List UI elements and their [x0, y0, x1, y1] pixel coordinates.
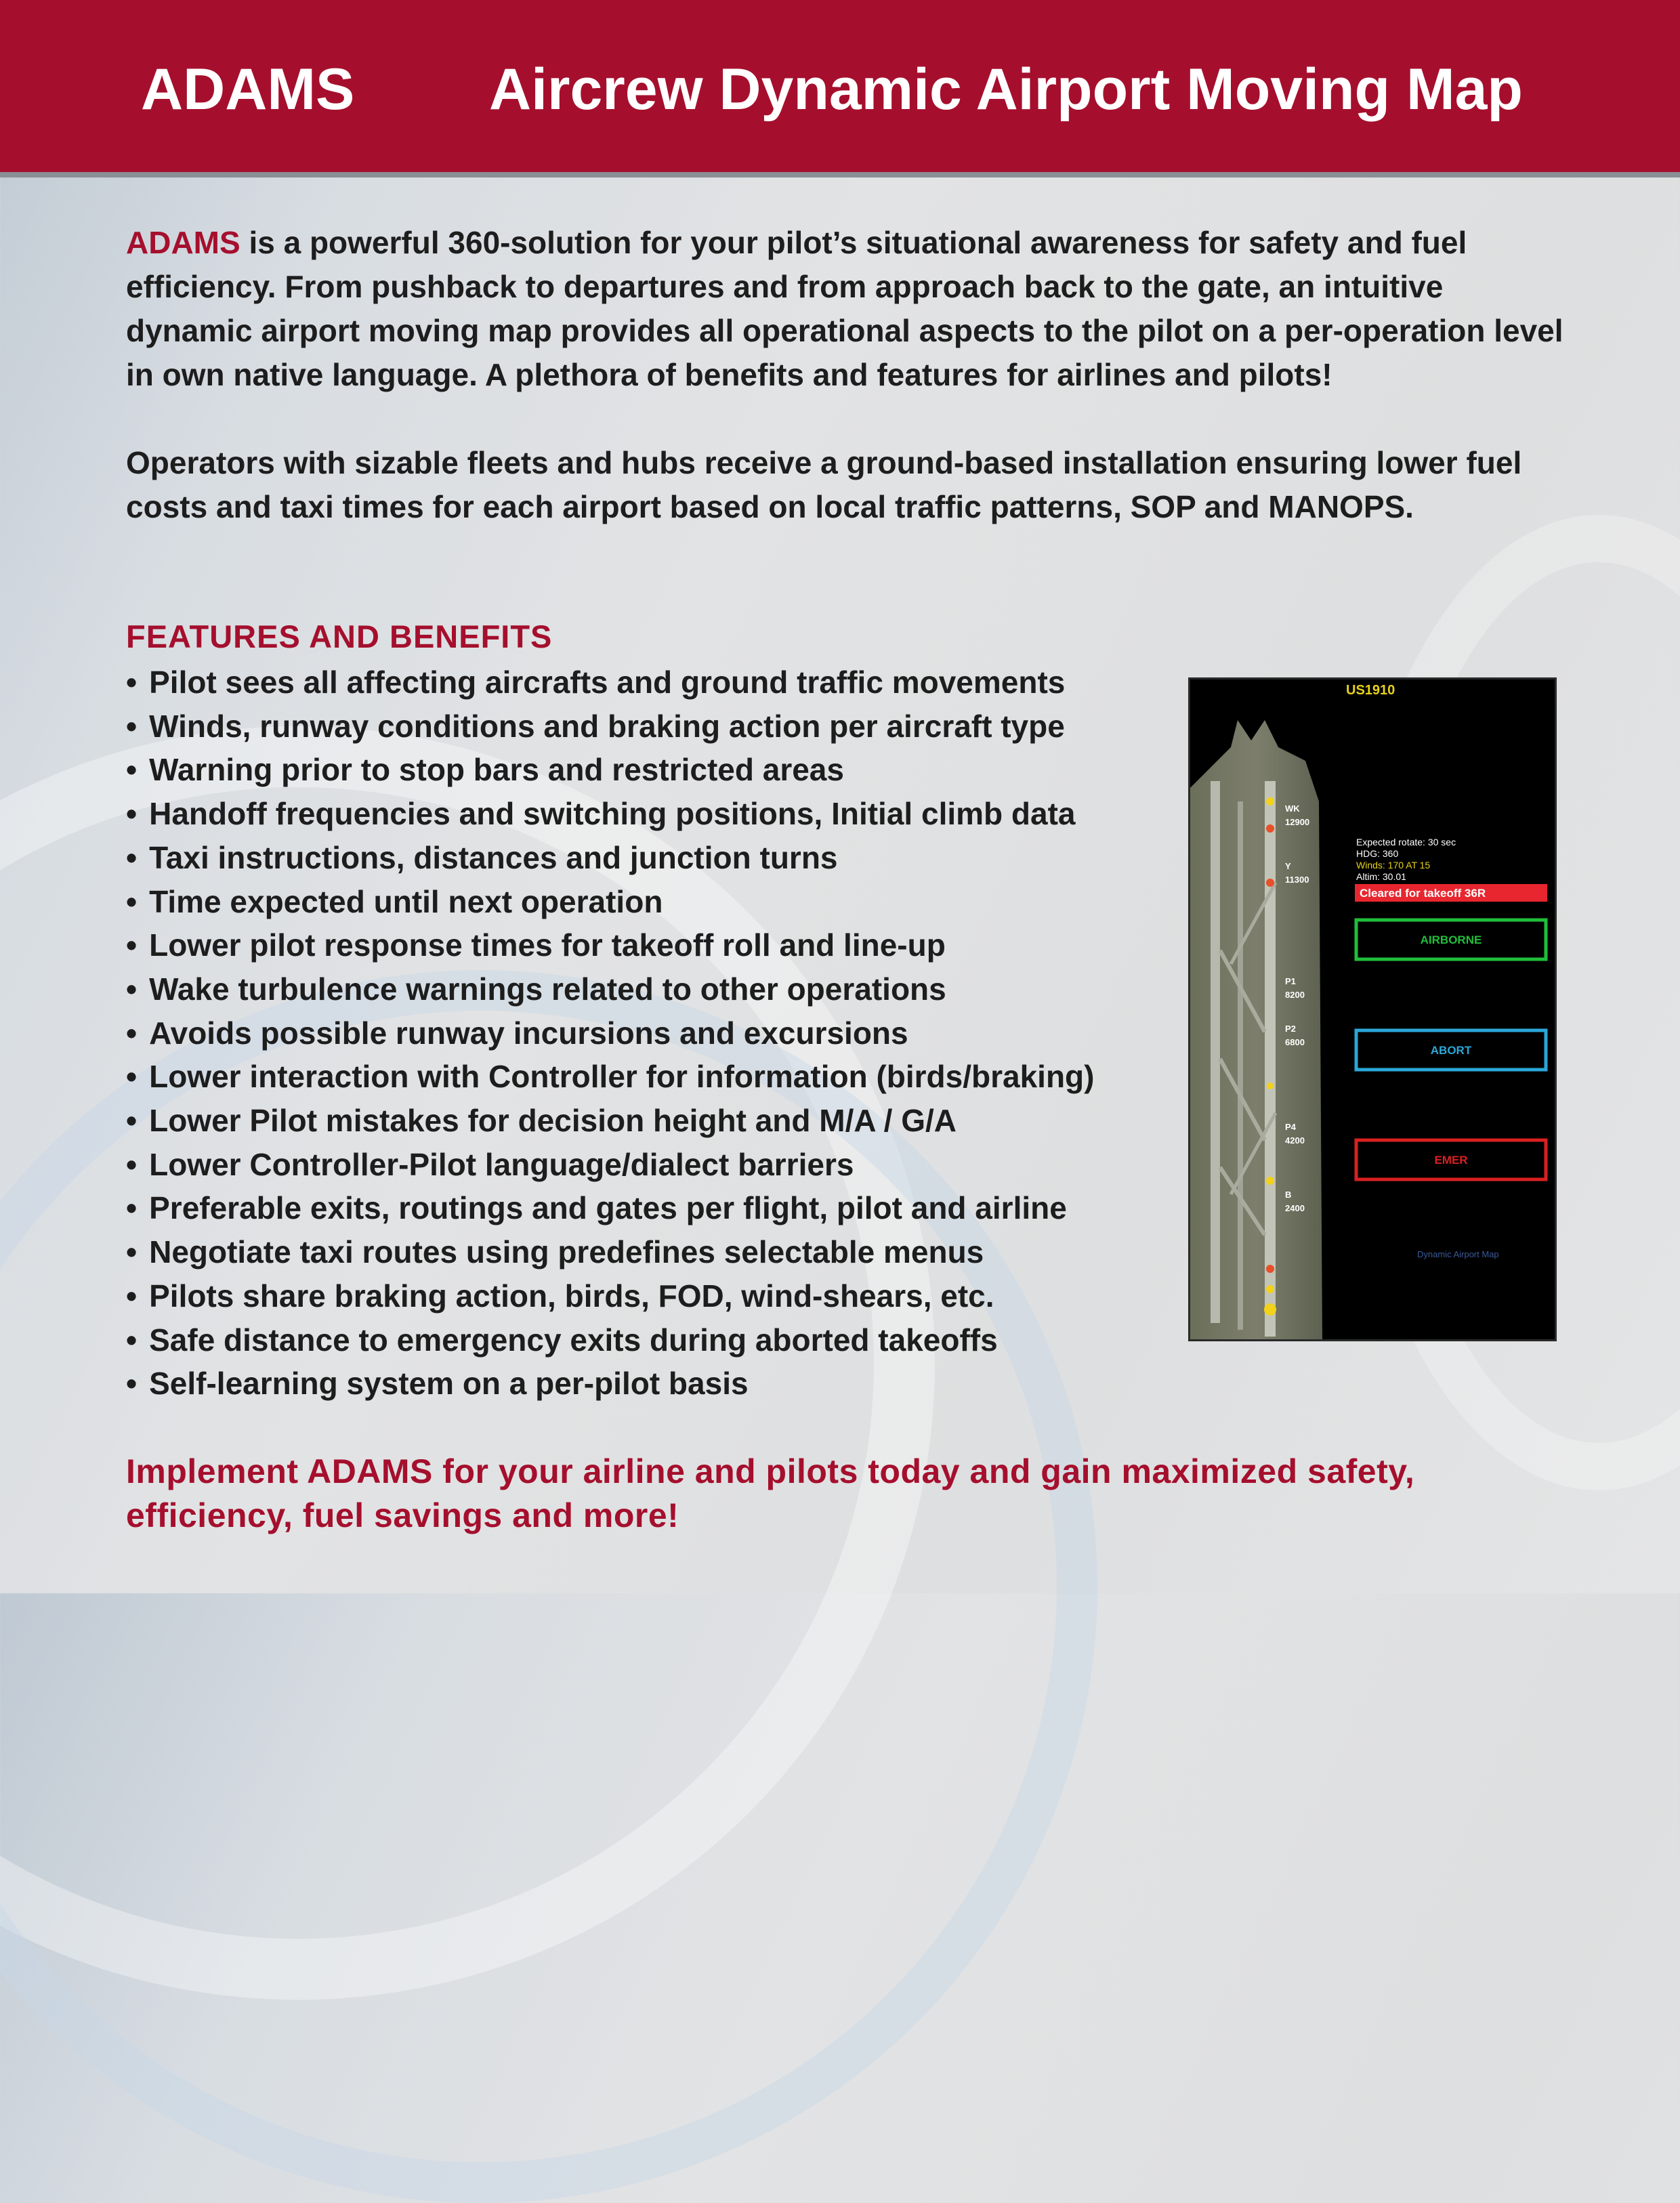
map-label: 4200 — [1285, 1135, 1305, 1146]
traffic-marker — [1266, 1285, 1274, 1293]
intro-lead: ADAMS — [126, 225, 240, 260]
traffic-marker — [1267, 1083, 1274, 1089]
traffic-marker — [1266, 824, 1274, 833]
map-label: Y — [1285, 861, 1291, 871]
feature-item: • Pilot sees all affecting aircrafts and ground traffic movements — [126, 660, 1094, 705]
features-heading: FEATURES AND BENEFITS — [126, 618, 553, 654]
emer-button-label: EMER — [1434, 1154, 1468, 1167]
feature-item: • Warning prior to stop bars and restricted areas — [126, 748, 1094, 792]
feature-item: • Preferable exits, routings and gates per flight, pilot and airline — [126, 1186, 1094, 1230]
map-label: 11300 — [1285, 875, 1309, 885]
map-label: B — [1285, 1190, 1292, 1200]
traffic-marker — [1266, 879, 1274, 887]
feature-item: • Time expected until next operation — [126, 880, 1094, 924]
feature-item: • Negotiate taxi routes using predefines selectable menus — [126, 1230, 1094, 1274]
feature-item: • Wake turbulence warnings related to other operations — [126, 967, 1094, 1011]
device-footer: Dynamic Airport Map — [1417, 1249, 1499, 1259]
info-line: Winds: 170 AT 15 — [1356, 860, 1431, 870]
abort-button-label: ABORT — [1430, 1044, 1472, 1057]
intro-section — [126, 221, 1569, 529]
feature-item: • Handoff frequencies and switching positions, Initial climb data — [126, 792, 1094, 836]
feature-item: • Lower Pilot mistakes for decision height and M/A / G/A — [126, 1099, 1094, 1143]
feature-item: • Avoids possible runway incursions and excursions — [126, 1011, 1094, 1055]
operators-paragraph: Operators with sizable fleets and hubs receive a ground-based installation ensuring lower fuel costs and taxi times for each airport based on local traffic patterns, SOP and MANOPS. — [126, 445, 1522, 524]
title-banner — [0, 0, 1680, 177]
map-label: 2400 — [1285, 1203, 1305, 1213]
map-label: 12900 — [1285, 817, 1310, 827]
feature-item: • Lower pilot response times for takeoff roll and line-up — [126, 923, 1094, 967]
airport-satellite-image — [1190, 720, 1322, 1339]
map-label: WK — [1285, 803, 1300, 814]
device-screenshot — [1188, 677, 1557, 1341]
runway-right — [1265, 781, 1276, 1337]
traffic-marker — [1266, 797, 1274, 805]
feature-item: • Self-learning system on a per-pilot basis — [126, 1362, 1094, 1406]
call-to-action: Implement ADAMS for your airline and pilots today and gain maximized safety, efficiency, fuel savings and more! — [126, 1452, 1415, 1534]
traffic-marker — [1266, 1265, 1274, 1273]
info-line: Expected rotate: 30 sec — [1356, 837, 1456, 847]
traffic-marker — [1266, 1177, 1274, 1185]
intro-body: is a powerful 360-solution for your pilot’s situational awareness for safety and fuel efficiency. From pushback to departures and from approach back to the gate, an intuitive dynamic airport moving map provides all operational aspects to the pilot on a per-operation level in own native language. A plethora of benefits and features for airlines and pilots! — [126, 225, 1563, 392]
feature-item: • Winds, runway conditions and braking action per aircraft type — [126, 705, 1094, 749]
runway-left — [1211, 781, 1220, 1323]
callsign-label: US1910 — [1346, 683, 1395, 698]
feature-item: • Lower Controller-Pilot language/dialect barriers — [126, 1143, 1094, 1187]
product-abbreviation: ADAMS — [141, 57, 355, 122]
map-label: 8200 — [1285, 990, 1305, 1000]
features-list — [126, 660, 1094, 1406]
info-line: HDG: 360 — [1356, 848, 1399, 859]
map-label: P4 — [1285, 1122, 1296, 1132]
feature-item: • Taxi instructions, distances and junction turns — [126, 836, 1094, 880]
intro-paragraph — [126, 221, 1569, 397]
map-label: P2 — [1285, 1024, 1296, 1034]
product-title: Aircrew Dynamic Airport Moving Map — [489, 57, 1523, 122]
moving-map-display — [1190, 679, 1555, 1339]
feature-item: • Pilots share braking action, birds, FOD, wind-shears, etc. — [126, 1274, 1094, 1318]
map-label: 6800 — [1285, 1037, 1305, 1047]
feature-item: • Safe distance to emergency exits during aborted takeoffs — [126, 1318, 1094, 1362]
airborne-button-label: AIRBORNE — [1420, 933, 1482, 946]
map-label: P1 — [1285, 976, 1296, 986]
taxiway — [1238, 801, 1243, 1330]
own-aircraft-icon — [1264, 1303, 1276, 1316]
clearance-text: Cleared for takeoff 36R — [1360, 887, 1486, 900]
info-line: Altim: 30.01 — [1356, 871, 1406, 882]
feature-item: • Lower interaction with Controller for information (birds/braking) — [126, 1055, 1094, 1099]
